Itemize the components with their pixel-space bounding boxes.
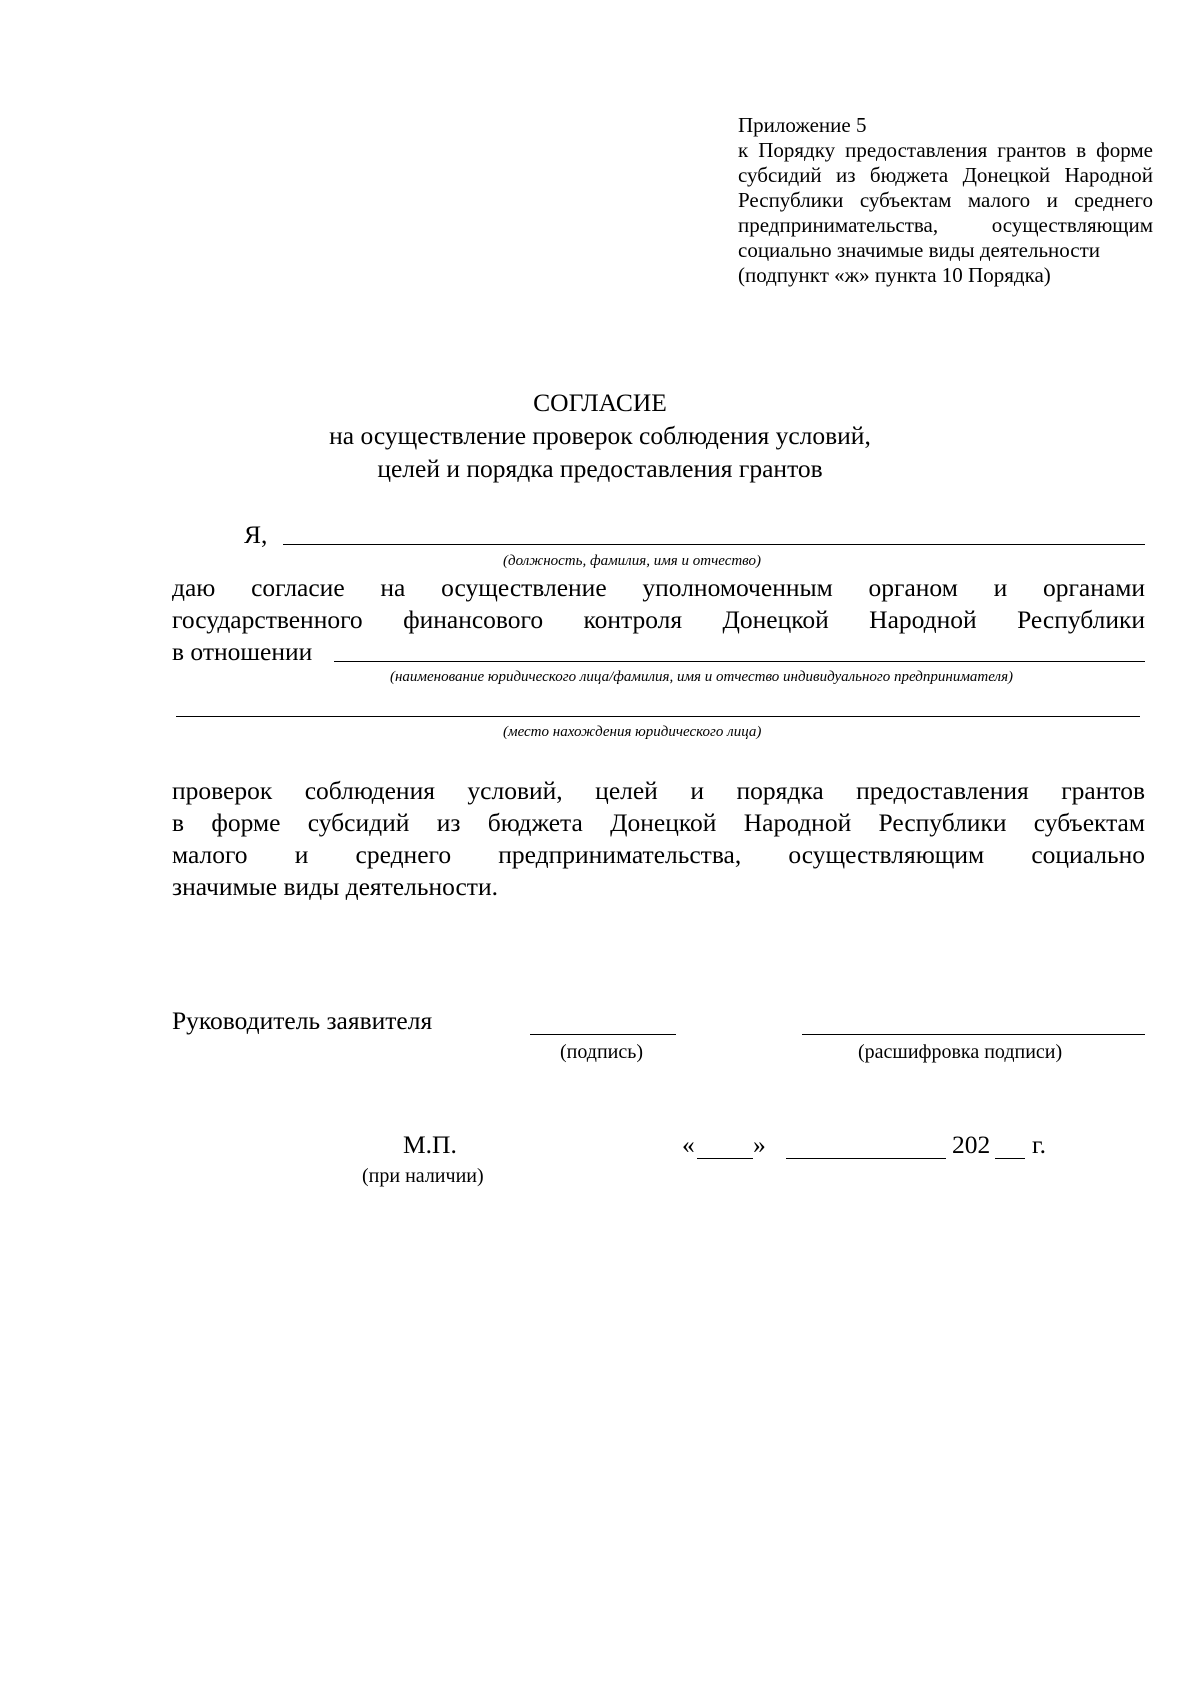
- person-caption: (должность, фамилия, имя и отчество): [503, 553, 761, 569]
- appendix-line: субсидий из бюджета Донецкой Народной: [738, 163, 1153, 187]
- person-fill-line[interactable]: [283, 544, 1145, 545]
- stamp-label: М.П.: [403, 1130, 457, 1159]
- year-suffix: г.: [1032, 1130, 1046, 1159]
- body-line: значимые виды деятельности.: [172, 872, 498, 901]
- stamp-caption: (при наличии): [362, 1165, 484, 1187]
- consent-line: государственного финансового контроля Донецкой Народной Республики: [172, 605, 1145, 634]
- location-caption: (место нахождения юридического лица): [503, 724, 762, 740]
- appendix-line: (подпункт «ж» пункта 10 Порядка): [738, 263, 1051, 287]
- body-line: проверок соблюдения условий, целей и порядка предоставления грантов: [172, 776, 1145, 805]
- year-prefix: 202: [952, 1130, 991, 1159]
- document-subtitle-line: на осуществление проверок соблюдения условий,: [329, 421, 871, 450]
- appendix-line: социально значимые виды деятельности: [738, 238, 1101, 262]
- year-fill-line[interactable]: [995, 1158, 1025, 1159]
- document-title: СОГЛАСИЕ: [533, 388, 667, 417]
- appendix-line: Республики субъектам малого и среднего: [738, 188, 1153, 212]
- location-fill-line[interactable]: [176, 716, 1140, 717]
- month-fill-line[interactable]: [786, 1158, 946, 1159]
- date-open-quote: «: [682, 1130, 695, 1159]
- appendix-line: Приложение 5: [738, 113, 867, 137]
- consent-line: даю согласие на осуществление уполномоченным органом и органами: [172, 573, 1145, 602]
- body-paragraph: [172, 775, 1145, 903]
- appendix-line: к Порядку предоставления грантов в форме: [738, 138, 1153, 162]
- entity-caption: (наименование юридического лица/фамилия, имя и отчество индивидуального предпринимателя): [390, 669, 1014, 685]
- appendix-header: [738, 113, 1153, 288]
- decode-fill-line[interactable]: [802, 1034, 1145, 1035]
- intro-prefix: Я,: [244, 520, 268, 549]
- document-subtitle-line: целей и порядка предоставления грантов: [377, 454, 823, 483]
- decode-caption: (расшифровка подписи): [858, 1041, 1063, 1063]
- body-line: малого и среднего предпринимательства, осуществляющим социально: [172, 840, 1145, 869]
- body-line: в форме субсидий из бюджета Донецкой Народной Республики субъектам: [172, 808, 1145, 837]
- signature-fill-line[interactable]: [530, 1034, 676, 1035]
- date-close-quote: »: [753, 1130, 766, 1159]
- day-fill-line[interactable]: [697, 1158, 753, 1159]
- appendix-line: предпринимательства, осуществляющим: [738, 213, 1153, 237]
- entity-fill-line[interactable]: [334, 661, 1145, 662]
- signature-caption: (подпись): [560, 1041, 644, 1063]
- head-label: Руководитель заявителя: [172, 1006, 433, 1035]
- consent-line-prefix: в отношении: [172, 637, 313, 666]
